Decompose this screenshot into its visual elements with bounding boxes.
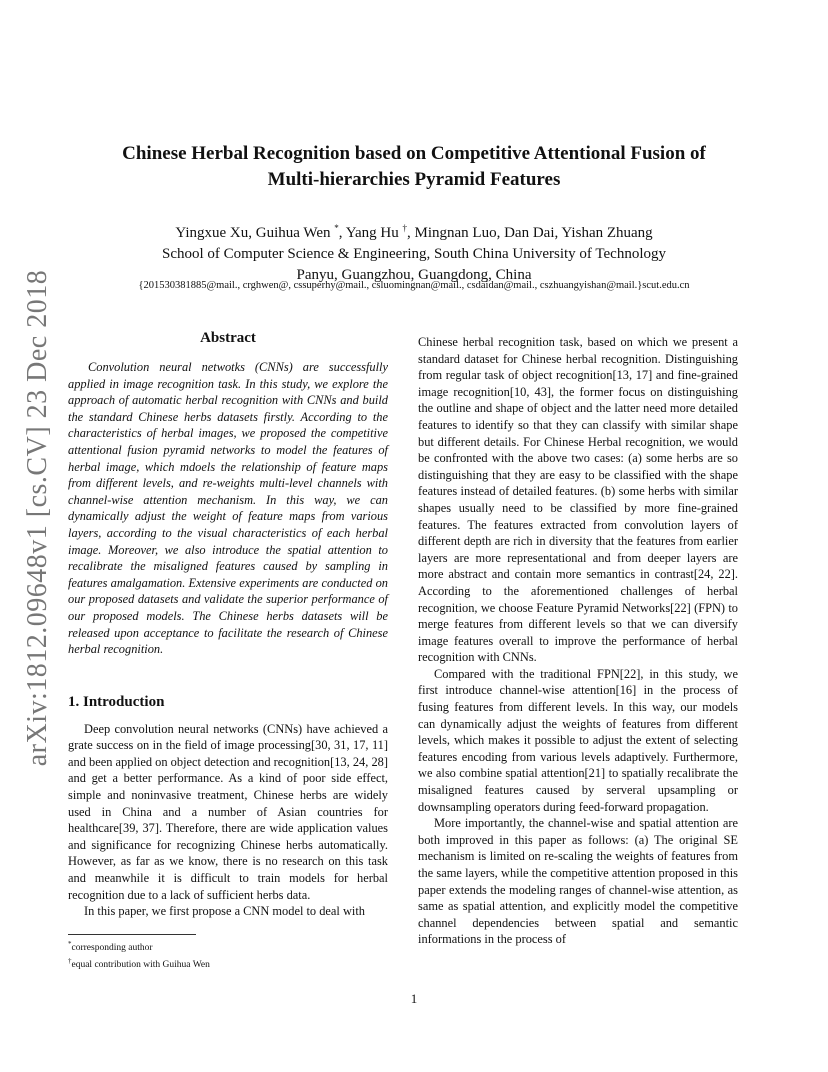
intro-paragraph-2: In this paper, we first propose a CNN model to deal with bbox=[84, 904, 365, 919]
title-line-1: Chinese Herbal Recognition based on Competitive Attentional Fusion of bbox=[122, 143, 706, 164]
left-column bbox=[68, 330, 388, 920]
footnote-mark-2: † bbox=[68, 957, 72, 966]
paper-title bbox=[60, 141, 768, 193]
right-column bbox=[418, 334, 738, 948]
footnote-corresponding bbox=[68, 938, 388, 955]
author-mark-equal: † bbox=[402, 223, 408, 233]
footnote-text-2: equal contribution with Guihua Wen bbox=[71, 960, 210, 971]
title-line-2: Multi-hierarchies Pyramid Features bbox=[267, 169, 561, 190]
authors-text-2: , Yang Hu bbox=[338, 225, 403, 241]
affiliation-line-1: School of Computer Science & Engineering, South China University of Technology bbox=[161, 246, 666, 262]
footnote-divider bbox=[68, 934, 196, 935]
affiliation-line-2: Panyu, Guangzhou, Guangdong, China bbox=[296, 267, 532, 283]
abstract-heading: Abstract bbox=[200, 330, 256, 346]
right-paragraph-1: Chinese herbal recognition task, based on which we present a standard dataset for Chinese herbal recognition. Distinguishing from regular task of object recognition[13, 17] and fine-grained image recognition[10, 43], the former focus on distinguishing the outline and shape of object and the latter need more detailed features to identify so that they can classify with similar shape but different details. For Chinese Herbal recognition, we would be confronted with the above two cases: (a) some herbs are so distinguishing that they are easy to be classified with the shape features instead of detailed features. (b) some herbs with similar shapes usually need to be classified by more fine-grained features. The features extracted from convolution layers of different depth are rich in diversity that the features from earlier layers are more representational and from deeper layers are more abstract and contain more semantics in contrast[24, 22]. According to the aforementioned challenges of herbal recognition, we choose Feature Pyramid Networks[22] (FPN) to merge features from different levels so that we can diversify image features overall to improve the performance of herbal recognition with CNNs. bbox=[418, 335, 738, 665]
abstract-text: Convolution neural netwotks (CNNs) are successfully applied in image recognition task. In this study, we explore the approach of automatic herbal recognition with CNNs and build the standard Chinese herbs datasets firstly. According to the characteristics of herbal images, we proposed the competitive attentional fusion pyramid networks to model the features of herbal image, which mdoels the relationship of feature maps from different levels, and re-weights multi-level channels with channel-wise attention mechanism. In this way, we can dynamically adjust the weight of feature maps from various layers, according to the visual characteristics of each herbal image. Moreover, we also introduce the spatial attention to recalibrate the misaligned features caused by sampling in features amalgamation. Extensive experiments are conducted on our proposed datasets and validate the superior performance of our proposed models. The Chinese herbs datasets will be released upon acceptance to facilitate the research of Chinese herbal recognition. bbox=[68, 360, 388, 657]
author-emails: {201530381885@mail., crghwen@, cssuperhy@mail., csluomingnan@mail., csdaidan@mail., cszhuangyishan@mail.}scut.edu.cn bbox=[138, 280, 690, 291]
authors-text-1: Yingxue Xu, Guihua Wen bbox=[175, 225, 335, 241]
intro-paragraph-1: Deep convolution neural networks (CNNs) have achieved a grate success on in the field of image processing[30, 31, 17, 11] and been applied on object detection and recognition[13, 24, 28] and get a better performance. As a kind of poor side effect, simple and noninvasive treatment, Chinese herbs are widely used in China and a number of Asian countries for healthcare[39, 37]. Therefore, there are wide application values and significance for recognizing Chinese herbs automatically. However, as far as we know, there is no research on this task and meanwhile it is difficult to train models for herbal recognition due to a lack of sufficient herbs data. bbox=[68, 721, 388, 902]
author-mark-corresponding: * bbox=[334, 223, 339, 233]
footnote-equal-contribution bbox=[68, 955, 388, 972]
footnote-text-1: corresponding author bbox=[71, 943, 153, 954]
footnote-mark-1: * bbox=[68, 940, 72, 948]
arxiv-identifier: arXiv:1812.09648v1 [cs.CV] 23 Dec 2018 bbox=[22, 269, 53, 767]
right-paragraph-2: Compared with the traditional FPN[22], in this study, we first introduce channel-wise attention[16] in the process of fusing features from different levels. In this way, our models can dynamically adjust the weights of features from different levels, which makes it possible to adjust the extent of selecting features encoding from various levels adaptively. Furthermore, we also combine spatial attention[21] to spatially recalibrate the misaligned features caused by serveral upsampling or downsampling operators during feed-forward propagation. bbox=[418, 666, 738, 814]
introduction-heading: 1. Introduction bbox=[68, 693, 165, 710]
authors-text-3: , Mingnan Luo, Dan Dai, Yishan Zhuang bbox=[407, 225, 653, 241]
arxiv-watermark bbox=[18, 269, 58, 767]
right-paragraph-3: More importantly, the channel-wise and spatial attention are both improved in this paper as follows: (a) The original SE mechanism is limited on re-scaling the weights of features from the same layers, while the competitive attention proposed in this paper extends the modeling ranges of channel-wise attention, as same as spatial attention, and explicitly model the competitive channel dependencies between spatial and semantic informations in the process of bbox=[418, 816, 738, 947]
author-block bbox=[60, 218, 768, 286]
footnotes bbox=[68, 938, 388, 972]
author-list bbox=[60, 218, 768, 244]
page-number: 1 bbox=[410, 991, 418, 1006]
